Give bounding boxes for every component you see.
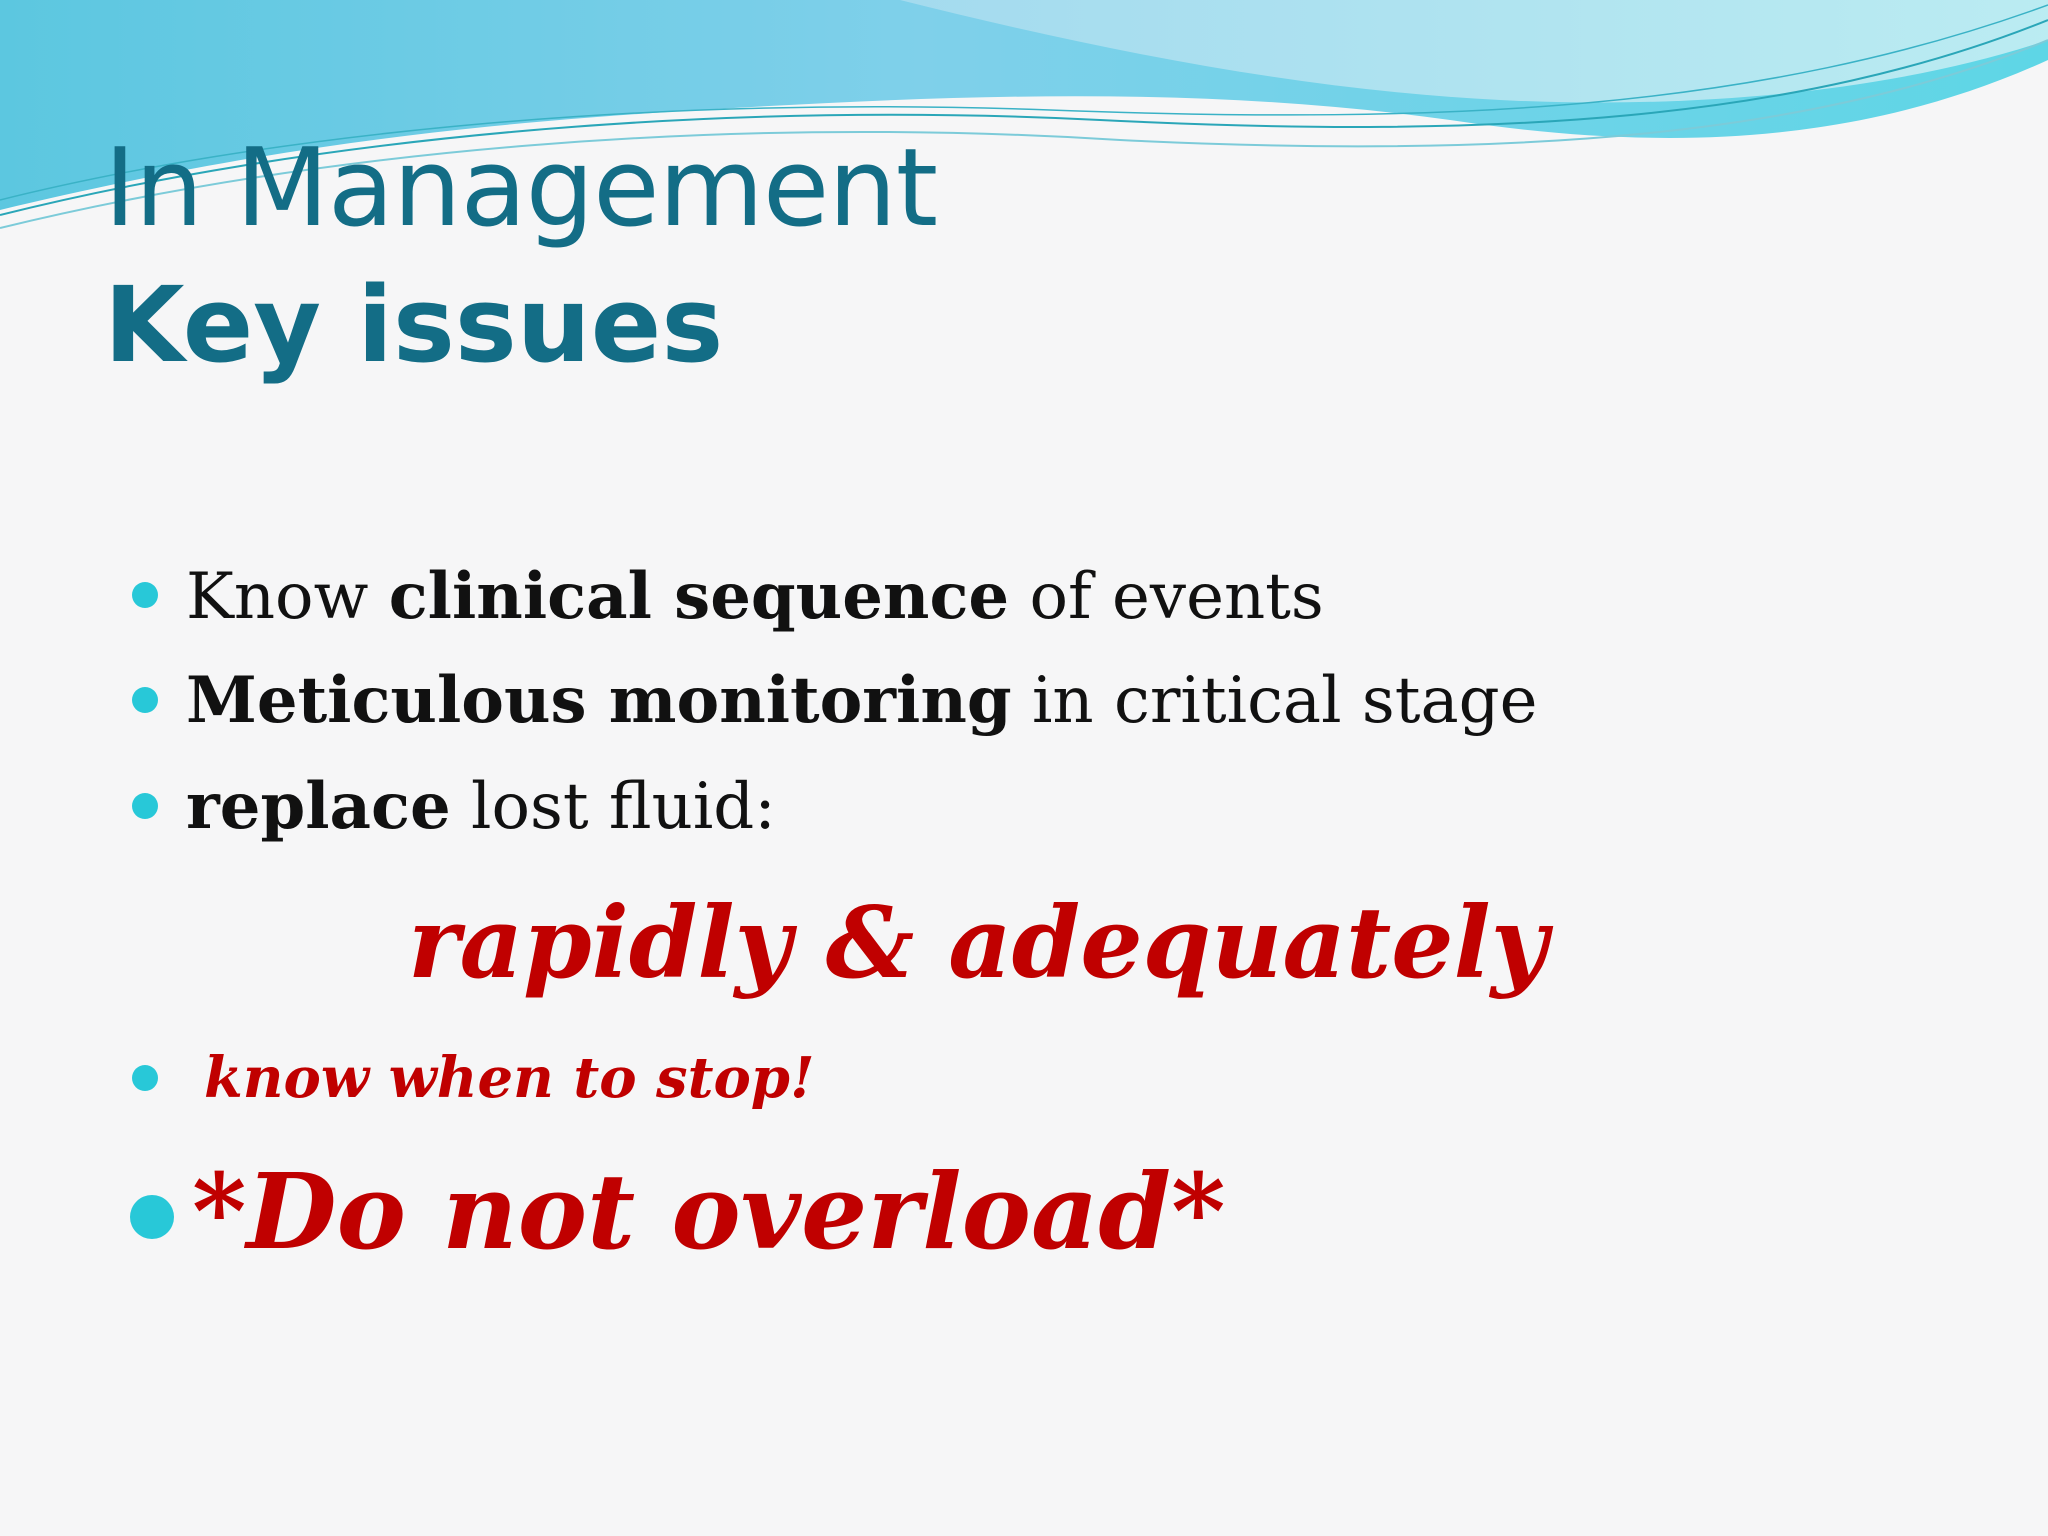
bullet-dot-icon xyxy=(132,687,158,713)
bullet-dot-icon xyxy=(132,582,158,608)
bullet-text-strong: clinical sequence xyxy=(388,559,1010,634)
title-line-key-issues: Key issues xyxy=(104,264,724,386)
bullet-text-strong: replace xyxy=(186,769,451,844)
bullet-dot-icon xyxy=(132,1065,158,1091)
bullet-text-plain: in critical stage xyxy=(1011,664,1538,738)
bullet-text-plain: lost fluid: xyxy=(450,770,776,844)
bullet-clinical-sequence xyxy=(186,559,1324,634)
bullet-replace-lost-fluid xyxy=(186,769,776,844)
bullet-do-not-overload: *Do not overload* xyxy=(192,1150,1226,1273)
bullet-text-strong: Meticulous monitoring xyxy=(186,663,1012,738)
title-line-in-management: In Management xyxy=(104,126,938,251)
bullet-text-plain: of events xyxy=(1009,560,1324,634)
bullet-dot-large-icon xyxy=(130,1195,174,1239)
bullet-dot-icon xyxy=(132,793,158,819)
bullet-know-when-to-stop: know when to stop! xyxy=(204,1045,815,1111)
bullet-text-plain: Know xyxy=(186,560,389,634)
bullet-meticulous-monitoring xyxy=(186,663,1538,738)
emphasis-rapidly-adequately: rapidly & adequately xyxy=(408,886,1548,1001)
